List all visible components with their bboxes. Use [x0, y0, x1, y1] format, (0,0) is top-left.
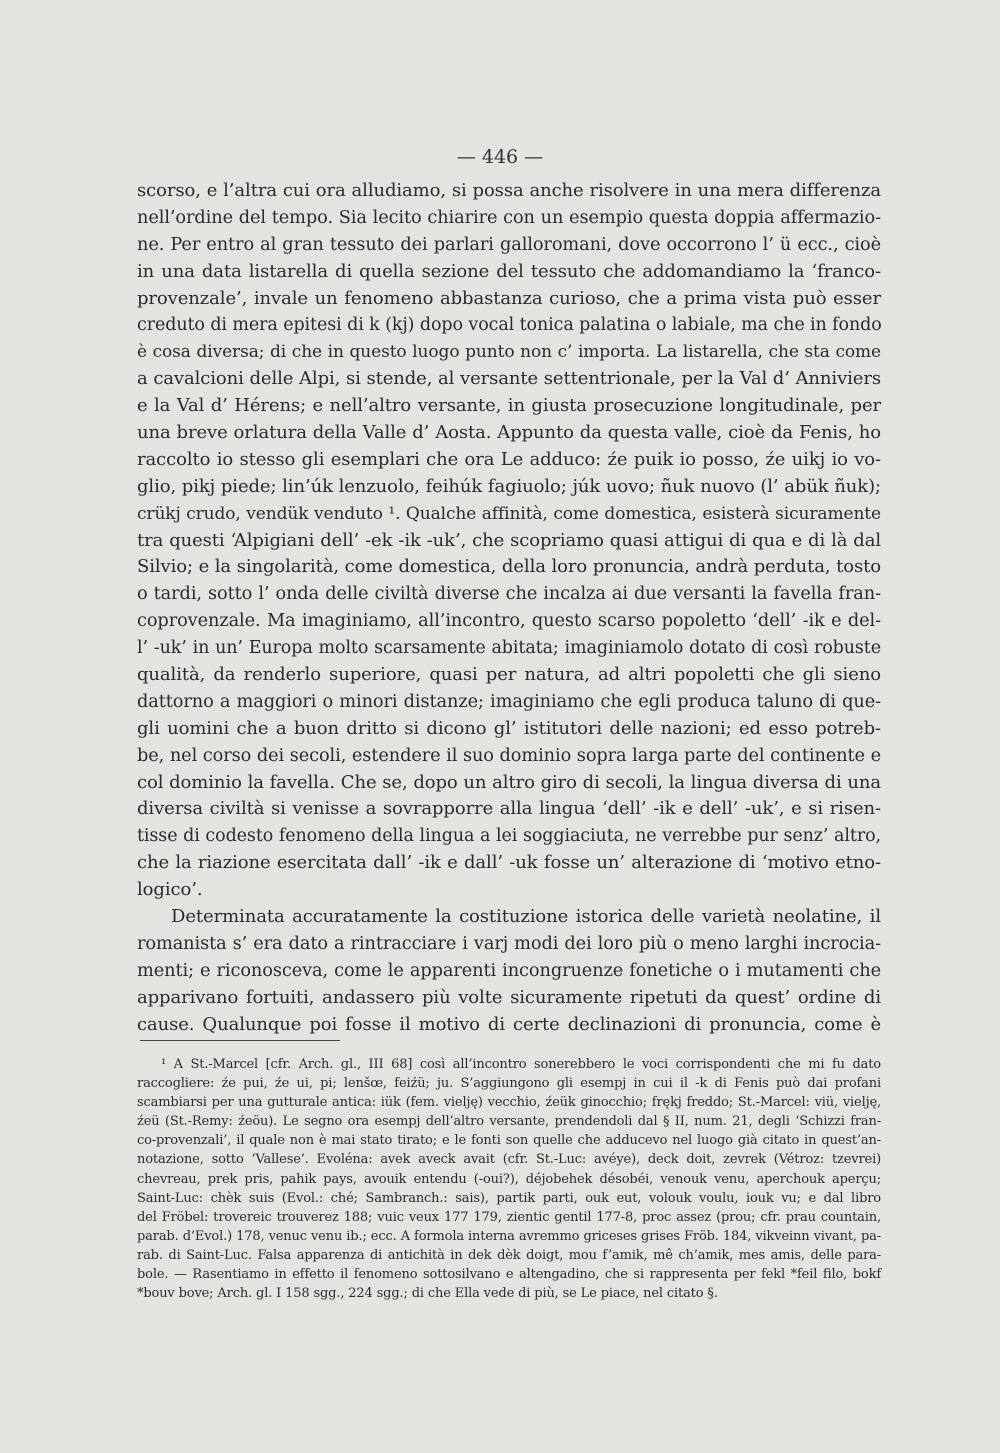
text-line: scorso, e l’altra cui ora alludiamo, si possa anche risolvere in una mera differenza [137, 180, 881, 201]
text-line: a cavalcioni delle Alpi, si stende, al versante settentrionale, per la Val d’ Anniviers [137, 368, 881, 390]
text-line: in una data listarella di quella sezione del tessuto che addomandiamo la ‘franco- [137, 260, 881, 282]
text-line: cause. Qualunque poi fosse il motivo di certe declinazioni di pronuncia, come è [137, 1013, 881, 1035]
footnote-line: *bouv bove; Arch. gl. I 158 sgg., 224 sgg.; di che Ella vede di più, se Le piace, nel citato §. [137, 1286, 718, 1302]
text-line: che la riazione esercitata dall’ -ik e dall’ -uk fosse un’ alterazione di ‘motivo etno- [137, 852, 881, 874]
text-line: crükj crudo, vendük venduto ¹. Qualche affinità, come domestica, esisterà sicuramente [137, 503, 881, 524]
text-line: raccolto io stesso gli esemplari che ora Le adduco: źe puik io posso, źe uikj io vo- [137, 448, 881, 470]
footnote-line: Saint-Luc: chèk suis (Evol.: ché; Sambranch.: sais), partik parti, ouk eut, volouk voulu, iouk vu; e dal libro [137, 1190, 881, 1206]
text-line: romanista s’ era dato a rintracciare i varj modi dei loro più o meno larghi incrocia- [137, 933, 881, 954]
body-text [137, 178, 881, 1039]
page-number: — 446 — [456, 146, 544, 168]
text-line: l’ -uk’ in un’ Europa molto scarsamente abitata; imaginiamolo dotato di così robuste [137, 638, 881, 659]
text-line: menti; e riconosceva, come le apparenti incongruenze fonetiche o i mutamenti che [137, 960, 881, 981]
text-line: qualità, da renderlo superiore, quasi per natura, ad altri popoletti che gli sieno [137, 664, 881, 686]
text-line: una breve orlatura della Valle d’ Aosta. Appunto da questa valle, cioè da Fenis, ho [137, 422, 881, 444]
text-line: dattorno a maggiori o minori distanze; imaginiamo che egli produca taluno di que- [137, 691, 881, 712]
text-line: tisse di codesto fenomeno della lingua a lei soggiaciuta, ne verrebbe pur senz’ altro, [137, 826, 881, 847]
text-line: be, nel corso dei secoli, estendere il suo dominio sopra larga parte del continente e [137, 745, 881, 766]
text-line: apparivano fortuiti, andassero più volte sicuramente ripetuti da quest’ ordine di [137, 986, 881, 1008]
text-line: col dominio la favella. Che se, dopo un altro giro di secoli, la lingua diversa di una [137, 771, 881, 793]
text-line: e la Val d’ Hérens; e nell’altro versante, in giusta prosecuzione longitudinale, per [137, 395, 881, 417]
text-line: creduto di mera epitesi di k (kj) dopo vocal tonica palatina o labiale, ma che in fondo [137, 315, 882, 336]
footnote [137, 1055, 881, 1303]
footnote-line: scambiarsi per una gutturale antica: iük (fem. vielję) vecchio, źeük ginocchio; frękj freddo; St.-Marcel: viü, vielję, [137, 1095, 881, 1111]
text-line: glio, pikj piede; lin’úk lenzuolo, feihúk fagiuolo; júk uovo; ñuk nuovo (l’ abük ñuk); [137, 475, 881, 497]
footnote-divider [140, 1040, 340, 1041]
footnote-line: raccogliere: źe pui, źe ui, pi; lenšœ, feiźü; ju. S’aggiungono gli esempj in cui il -k di Fenis può dai profani [137, 1076, 881, 1092]
footnote-line: parab. d’Evol.) 178, venuc venu ib.; ecc. A formola interna avremmo griceses grises Fröb. 184, vikveinn vivant, pa- [137, 1228, 881, 1244]
footnote-line: co-provenzali’, il quale non è mai stato tirato; e le fonti son quelle che adducevo nel luogo già citato in quest’an- [137, 1133, 881, 1149]
text-line: è cosa diversa; di che in questo luogo punto non c’ importa. La listarella, che sta come [137, 342, 881, 363]
text-line: coprovenzale. Ma imaginiamo, all’incontro, questo scarso popoletto ‘dell’ -ik e del- [137, 611, 881, 632]
text-line: provenzale’, invale un fenomeno abbastanza curioso, che a prima vista può esser [137, 287, 881, 309]
text-line: o tardi, sotto l’ onda delle civiltà diverse che incalza ai due versanti la favella fran- [137, 584, 881, 605]
footnote-line: ¹ A St.-Marcel [cfr. Arch. gl., III 68] così all’incontro sonerebbero le voci corrispondenti che mi fu dato [161, 1057, 881, 1072]
text-line: ne. Per entro al gran tessuto dei parlari galloromani, dove occorrono l’ ü ecc., cioè [137, 234, 881, 255]
footnote-line: rab. di Saint-Luc. Falsa apparenza di antichità in dek dèk doigt, mou f’amik, mê ch’amik, mes amis, delle para- [137, 1247, 881, 1263]
paragraph-start-line: Determinata accuratamente la costituzione istorica delle varietà neolatine, il [171, 906, 881, 928]
text-line: nell’ordine del tempo. Sia lecito chiarire con un esempio questa doppia affermazio- [137, 207, 881, 228]
footnote-line: chevreau, prek pris, pahik pays, avouik entendu (-oui?), déjobehek désobéi, venouk venu, aperchouk aperçu; [137, 1171, 881, 1187]
footnote-line: del Fröbel: trovereic trouverez 188; vuic veux 177 179, zientic gentil 177-8, proc assez (prou; cfr. prau countain, [137, 1209, 881, 1225]
footnote-line: źeü (St.-Remy: źeöu). Le segno ora esempj dell’altro versante, prendendoli dal § II, num. 21, degli ‘Schizzi fran- [137, 1114, 881, 1130]
text-line: gli uomini che a buon dritto si dicono gl’ istitutori delle nazioni; ed esso potreb- [137, 717, 881, 739]
footnote-line: bole. — Rasentiamo in effetto il fenomeno sottosilvano e altengadino, che si rappresenta per fekl *feil filo, bokf [137, 1267, 881, 1283]
text-line: logico’. [137, 879, 203, 901]
text-line: tra questi ‘Alpigiani dell’ -ek -ik -uk’, che scopriamo quasi attigui di qua e di là dal [137, 529, 881, 551]
text-line: Silvio; e la singolarità, come domestica, della loro pronuncia, andrà perduta, tosto [137, 556, 881, 578]
footnote-line: notazione, sotto ‘Vallese’. Evoléna: avek aveck avait (cfr. St.-Luc: avéye), deck doit, zevrek (Vétroz: tzevrei) [137, 1152, 881, 1168]
text-line: diversa civiltà si venisse a sovrapporre alla lingua ‘dell’ -ik e dell’ -uk’, e si risen- [137, 798, 881, 820]
